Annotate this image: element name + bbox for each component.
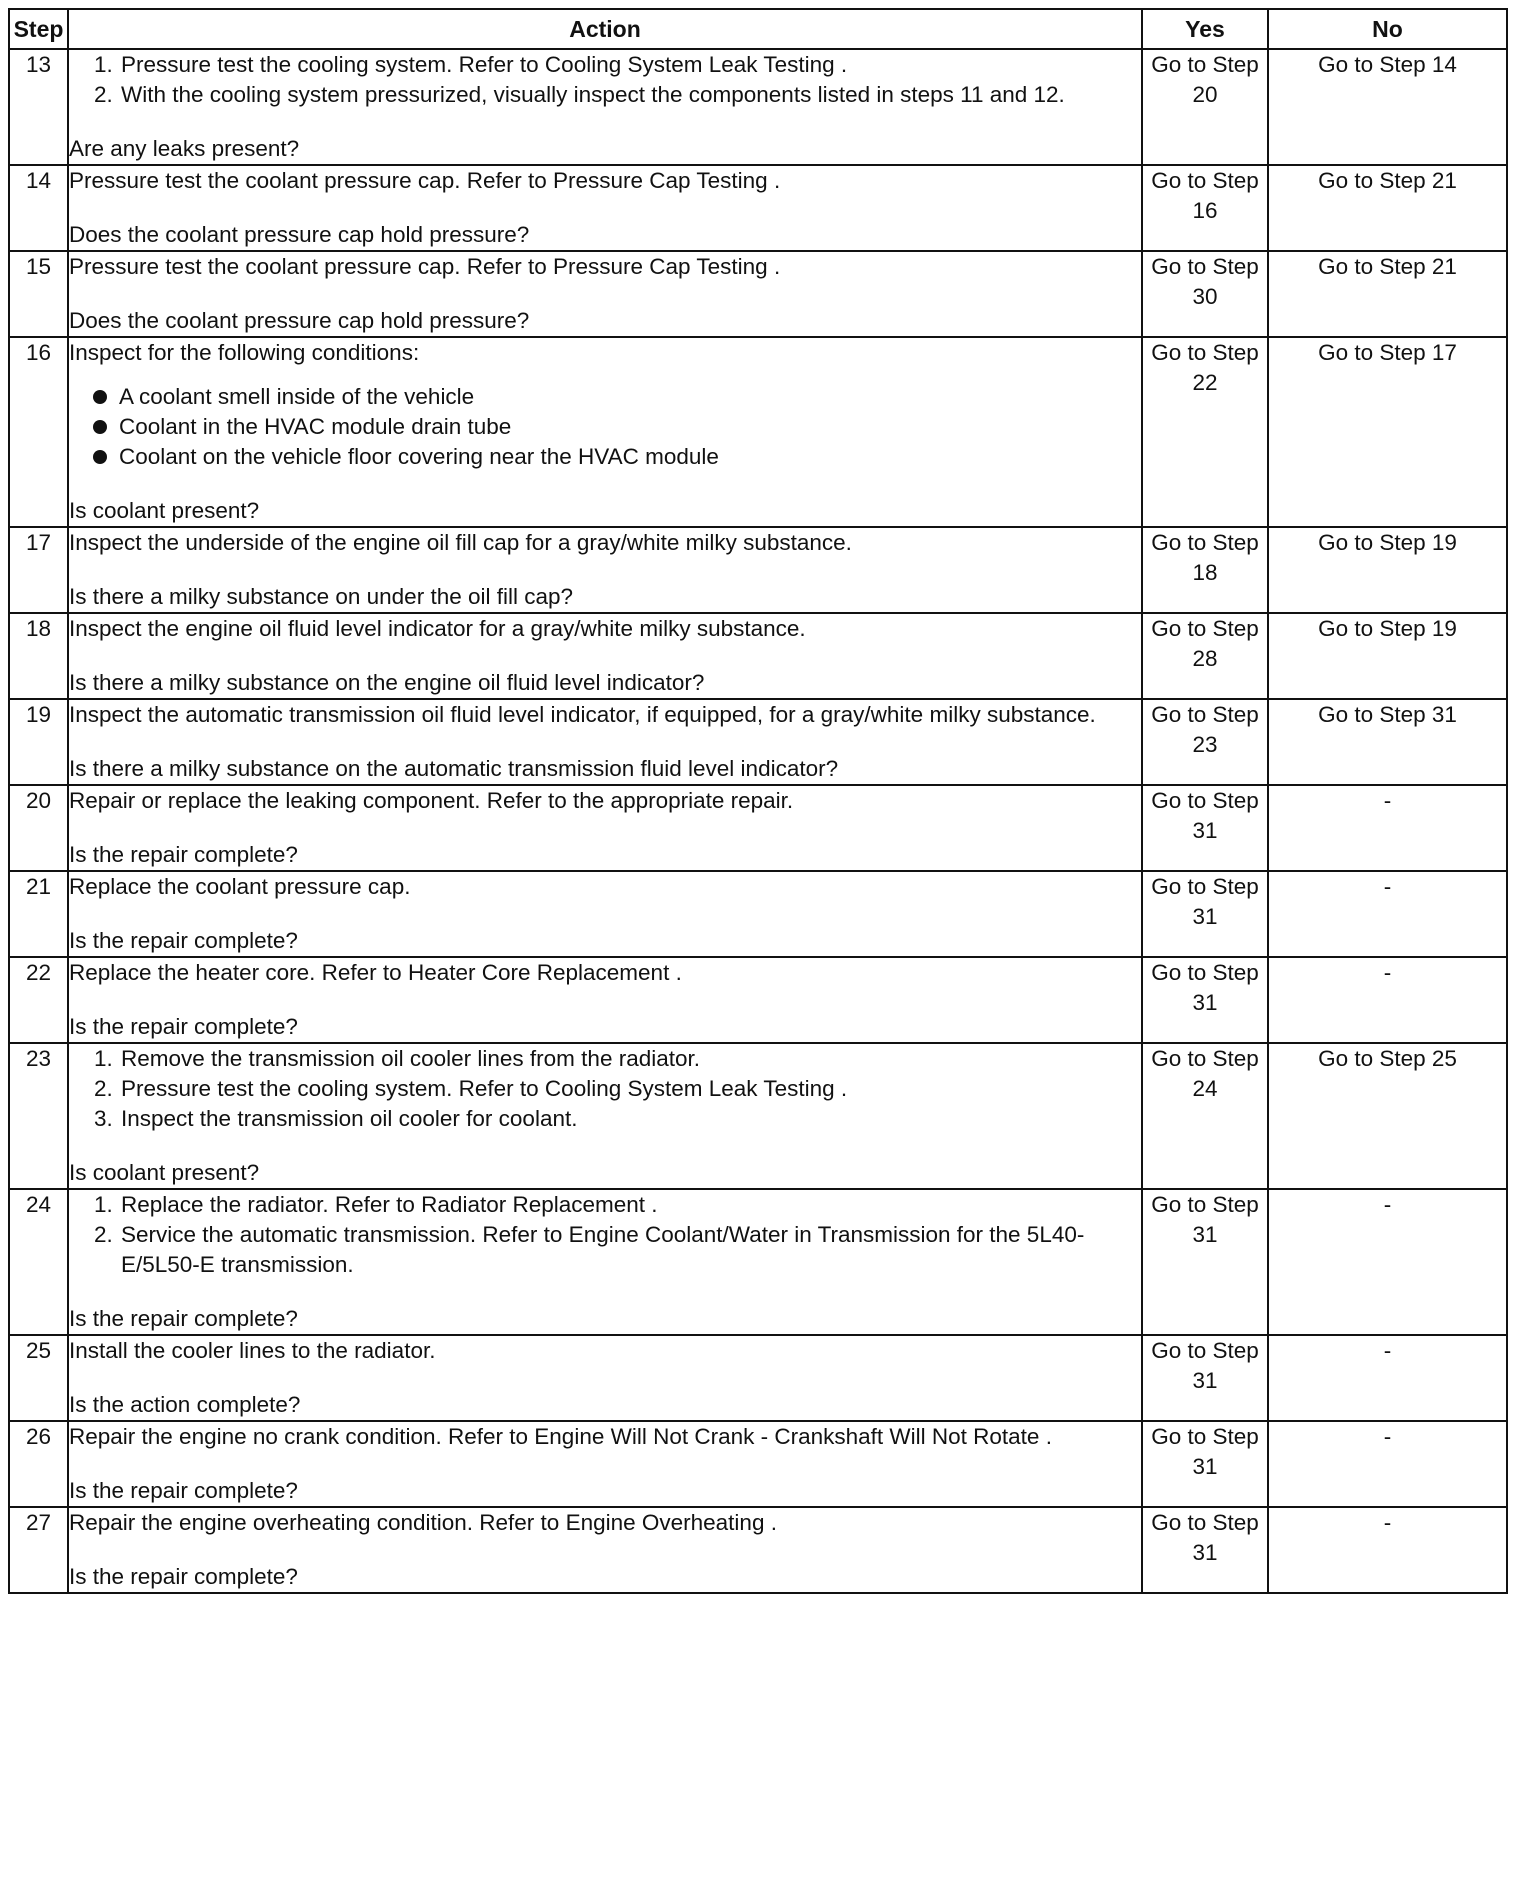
table-header-row bbox=[9, 9, 1507, 49]
no-result: Go to Step 14 bbox=[1268, 49, 1507, 165]
action-cell bbox=[68, 165, 1142, 251]
diagnostic-table-container bbox=[8, 8, 1508, 1594]
action-question: Is coolant present? bbox=[69, 498, 260, 523]
action-list-item: 2. With the cooling system pressurized, visually inspect the components listed in steps 11 and 12. bbox=[119, 80, 1141, 110]
step-number: 21 bbox=[9, 871, 68, 957]
no-result: - bbox=[1268, 1507, 1507, 1593]
table-row bbox=[9, 527, 1507, 613]
table-row bbox=[9, 1043, 1507, 1189]
action-text: Repair the engine overheating condition. Refer to Engine Overheating . bbox=[69, 1510, 777, 1535]
action-question: Is the repair complete? bbox=[69, 928, 298, 953]
table-row bbox=[9, 1189, 1507, 1335]
action-question: Is there a milky substance on the engine oil fluid level indicator? bbox=[69, 670, 705, 695]
action-list-item: 1. Pressure test the cooling system. Refer to Cooling System Leak Testing . bbox=[119, 50, 1141, 80]
action-question: Is the repair complete? bbox=[69, 1564, 298, 1589]
no-result: - bbox=[1268, 957, 1507, 1043]
action-text: Inspect for the following conditions: bbox=[69, 340, 420, 365]
no-result: Go to Step 17 bbox=[1268, 337, 1507, 527]
action-text: Inspect the underside of the engine oil fill cap for a gray/white milky substance. bbox=[69, 530, 852, 555]
header-action: Action bbox=[68, 9, 1142, 49]
step-number: 20 bbox=[9, 785, 68, 871]
step-number: 18 bbox=[9, 613, 68, 699]
table-row bbox=[9, 49, 1507, 165]
action-cell bbox=[68, 251, 1142, 337]
yes-result: Go to Step 24 bbox=[1142, 1043, 1268, 1189]
action-question: Is the action complete? bbox=[69, 1392, 301, 1417]
no-result: - bbox=[1268, 785, 1507, 871]
action-cell bbox=[68, 1189, 1142, 1335]
step-number: 19 bbox=[9, 699, 68, 785]
table-row bbox=[9, 1335, 1507, 1421]
action-cell bbox=[68, 699, 1142, 785]
table-row bbox=[9, 871, 1507, 957]
action-text: Replace the heater core. Refer to Heater Core Replacement . bbox=[69, 960, 682, 985]
action-cell bbox=[68, 613, 1142, 699]
yes-result: Go to Step 23 bbox=[1142, 699, 1268, 785]
action-list-item: 3. Inspect the transmission oil cooler for coolant. bbox=[119, 1104, 1141, 1134]
no-result: - bbox=[1268, 871, 1507, 957]
action-text: Install the cooler lines to the radiator. bbox=[69, 1338, 436, 1363]
yes-result: Go to Step 31 bbox=[1142, 1189, 1268, 1335]
action-question: Is the repair complete? bbox=[69, 1306, 298, 1331]
yes-result: Go to Step 31 bbox=[1142, 1421, 1268, 1507]
no-result: Go to Step 19 bbox=[1268, 613, 1507, 699]
header-step: Step bbox=[9, 9, 68, 49]
action-question: Are any leaks present? bbox=[69, 136, 300, 161]
yes-result: Go to Step 16 bbox=[1142, 165, 1268, 251]
step-number: 17 bbox=[9, 527, 68, 613]
table-body bbox=[9, 49, 1507, 1593]
yes-result: Go to Step 31 bbox=[1142, 1335, 1268, 1421]
action-numbered-list bbox=[69, 50, 1141, 110]
step-number: 14 bbox=[9, 165, 68, 251]
step-number: 25 bbox=[9, 1335, 68, 1421]
action-cell bbox=[68, 337, 1142, 527]
action-cell bbox=[68, 1335, 1142, 1421]
condition-bullet-list bbox=[69, 382, 1141, 472]
yes-result: Go to Step 18 bbox=[1142, 527, 1268, 613]
table-row bbox=[9, 251, 1507, 337]
action-text: Replace the coolant pressure cap. bbox=[69, 874, 411, 899]
no-result: Go to Step 31 bbox=[1268, 699, 1507, 785]
action-question: Is there a milky substance on the automatic transmission fluid level indicator? bbox=[69, 756, 839, 781]
no-result: Go to Step 19 bbox=[1268, 527, 1507, 613]
action-list-item: 1. Remove the transmission oil cooler lines from the radiator. bbox=[119, 1044, 1141, 1074]
action-list-item: 2. Service the automatic transmission. Refer to Engine Coolant/Water in Transmission for the 5L40-E/5L50-E transmission. bbox=[119, 1220, 1141, 1280]
table-row bbox=[9, 1507, 1507, 1593]
step-number: 16 bbox=[9, 337, 68, 527]
no-result: Go to Step 21 bbox=[1268, 165, 1507, 251]
table-row bbox=[9, 165, 1507, 251]
step-number: 22 bbox=[9, 957, 68, 1043]
table-row bbox=[9, 1421, 1507, 1507]
action-text: Repair or replace the leaking component. Refer to the appropriate repair. bbox=[69, 788, 794, 813]
step-number: 24 bbox=[9, 1189, 68, 1335]
yes-result: Go to Step 31 bbox=[1142, 871, 1268, 957]
no-result: Go to Step 21 bbox=[1268, 251, 1507, 337]
table-row bbox=[9, 785, 1507, 871]
action-cell bbox=[68, 49, 1142, 165]
action-cell bbox=[68, 1421, 1142, 1507]
action-list-item: 1. Replace the radiator. Refer to Radiator Replacement . bbox=[119, 1190, 1141, 1220]
action-numbered-list bbox=[69, 1044, 1141, 1134]
action-numbered-list bbox=[69, 1190, 1141, 1280]
yes-result: Go to Step 31 bbox=[1142, 785, 1268, 871]
diagnostic-steps-table bbox=[8, 8, 1508, 1594]
yes-result: Go to Step 30 bbox=[1142, 251, 1268, 337]
condition-bullet-item: Coolant on the vehicle floor covering near the HVAC module bbox=[119, 442, 1141, 472]
table-row bbox=[9, 337, 1507, 527]
action-cell bbox=[68, 527, 1142, 613]
action-cell bbox=[68, 871, 1142, 957]
step-number: 23 bbox=[9, 1043, 68, 1189]
yes-result: Go to Step 20 bbox=[1142, 49, 1268, 165]
no-result: - bbox=[1268, 1189, 1507, 1335]
step-number: 15 bbox=[9, 251, 68, 337]
action-question: Is coolant present? bbox=[69, 1160, 260, 1185]
yes-result: Go to Step 31 bbox=[1142, 1507, 1268, 1593]
action-text: Pressure test the coolant pressure cap. Refer to Pressure Cap Testing . bbox=[69, 168, 781, 193]
no-result: Go to Step 25 bbox=[1268, 1043, 1507, 1189]
condition-bullet-item: Coolant in the HVAC module drain tube bbox=[119, 412, 1141, 442]
action-cell bbox=[68, 785, 1142, 871]
action-question: Does the coolant pressure cap hold pressure? bbox=[69, 222, 530, 247]
table-row bbox=[9, 957, 1507, 1043]
no-result: - bbox=[1268, 1335, 1507, 1421]
step-number: 27 bbox=[9, 1507, 68, 1593]
action-question: Does the coolant pressure cap hold pressure? bbox=[69, 308, 530, 333]
step-number: 26 bbox=[9, 1421, 68, 1507]
condition-bullet-item: A coolant smell inside of the vehicle bbox=[119, 382, 1141, 412]
header-no: No bbox=[1268, 9, 1507, 49]
action-list-item: 2. Pressure test the cooling system. Refer to Cooling System Leak Testing . bbox=[119, 1074, 1141, 1104]
action-cell bbox=[68, 1507, 1142, 1593]
yes-result: Go to Step 31 bbox=[1142, 957, 1268, 1043]
action-text: Inspect the engine oil fluid level indicator for a gray/white milky substance. bbox=[69, 616, 806, 641]
action-cell bbox=[68, 1043, 1142, 1189]
header-yes: Yes bbox=[1142, 9, 1268, 49]
yes-result: Go to Step 22 bbox=[1142, 337, 1268, 527]
action-question: Is the repair complete? bbox=[69, 1014, 298, 1039]
no-result: - bbox=[1268, 1421, 1507, 1507]
yes-result: Go to Step 28 bbox=[1142, 613, 1268, 699]
action-cell bbox=[68, 957, 1142, 1043]
action-text: Inspect the automatic transmission oil fluid level indicator, if equipped, for a gray/white milky substance. bbox=[69, 702, 1096, 727]
step-number: 13 bbox=[9, 49, 68, 165]
action-question: Is there a milky substance on under the oil fill cap? bbox=[69, 584, 574, 609]
action-text: Pressure test the coolant pressure cap. Refer to Pressure Cap Testing . bbox=[69, 254, 781, 279]
action-question: Is the repair complete? bbox=[69, 1478, 298, 1503]
action-text: Repair the engine no crank condition. Refer to Engine Will Not Crank - Crankshaft Will Not Rotate . bbox=[69, 1424, 1052, 1449]
table-row bbox=[9, 699, 1507, 785]
table-row bbox=[9, 613, 1507, 699]
action-question: Is the repair complete? bbox=[69, 842, 298, 867]
